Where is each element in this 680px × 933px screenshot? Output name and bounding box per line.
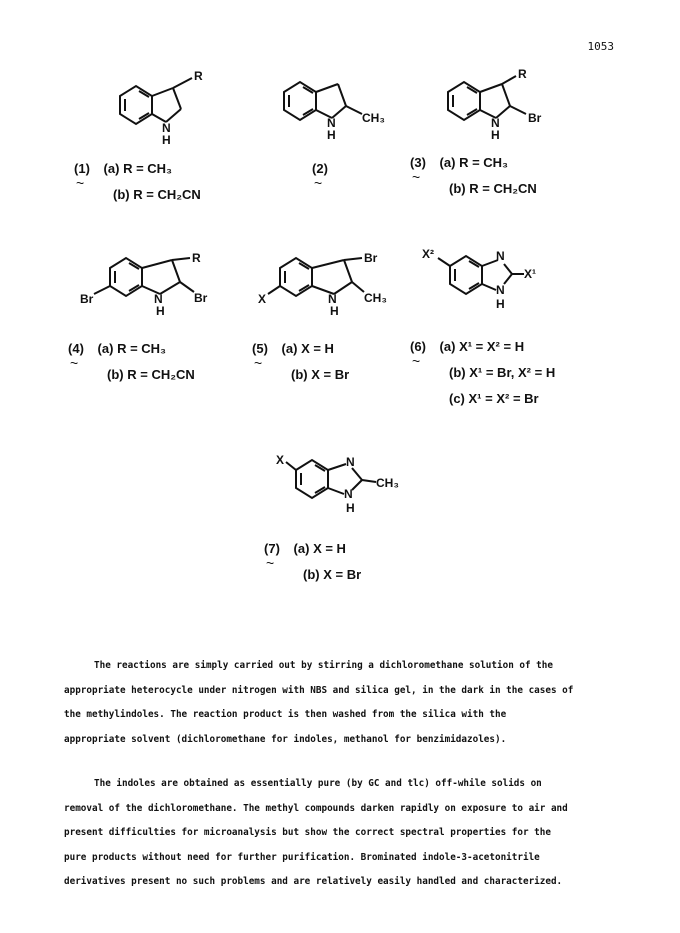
compound-number: (5) ~ bbox=[252, 341, 268, 371]
compound-5-labels bbox=[252, 336, 349, 388]
indole-diagram bbox=[80, 242, 220, 322]
compound-3-labels bbox=[410, 150, 537, 202]
variant-tag: (b) bbox=[113, 187, 130, 202]
variant-tag: (a) bbox=[281, 341, 298, 356]
text-line: The reactions are simply carried out by stirring a dichloromethane solution of the bbox=[94, 660, 553, 671]
structure-compound-6 bbox=[420, 236, 560, 321]
substituent-label: Br bbox=[364, 251, 378, 265]
text-line: present difficulties for microanalysis but show the correct spectral properties for the bbox=[64, 827, 551, 838]
variant-text: X¹ = X² = Br bbox=[468, 391, 539, 406]
compound-7-labels bbox=[264, 536, 361, 588]
structure-compound-1 bbox=[110, 66, 220, 151]
ring-n-label: N bbox=[154, 292, 163, 306]
variant-tag: (b) bbox=[303, 567, 320, 582]
structure-compound-3 bbox=[440, 66, 560, 151]
compound-number: (2) ~ bbox=[312, 161, 328, 191]
variant-text: R = CH₂CN bbox=[127, 367, 195, 382]
variant-text: X¹ = X² = H bbox=[459, 339, 525, 354]
substituent-label: CH₃ bbox=[364, 291, 387, 305]
variant-text: R = CH₂CN bbox=[469, 181, 537, 196]
benzimidazole-diagram bbox=[420, 236, 560, 316]
indole-diagram bbox=[258, 242, 398, 322]
substituent-label: R bbox=[194, 69, 203, 83]
substituent-label: X bbox=[258, 292, 267, 306]
substituent-label: R bbox=[518, 67, 527, 81]
ring-n-label: N bbox=[327, 116, 336, 130]
variant-text: R = CH₂CN bbox=[133, 187, 201, 202]
compound-number: (1) ~ bbox=[74, 161, 90, 191]
variant-text: X = H bbox=[301, 341, 334, 356]
text-line: appropriate heterocycle under nitrogen with NBS and silica gel, in the dark in the cases of bbox=[64, 684, 574, 696]
compound-4-labels bbox=[68, 336, 195, 388]
ring-h-label: H bbox=[327, 128, 336, 142]
structure-compound-4 bbox=[80, 242, 220, 327]
substituent-label: X¹ bbox=[524, 267, 536, 281]
substituent-label: X bbox=[276, 453, 285, 467]
text-line: derivatives present no such problems and are relatively easily handled and characterized. bbox=[64, 876, 563, 887]
substituent-label: Br bbox=[528, 111, 542, 125]
compound-2-labels bbox=[312, 156, 338, 191]
variant-text: X = Br bbox=[323, 567, 362, 582]
variant-tag: (b) bbox=[449, 181, 466, 196]
structure-compound-2 bbox=[276, 66, 406, 151]
indole-diagram bbox=[440, 66, 560, 146]
variant-tag: (b) bbox=[107, 367, 124, 382]
text-line: removal of the dichloromethane. The methyl compounds darken rapidly on exposure to air and bbox=[64, 802, 568, 814]
variant-tag: (a) bbox=[97, 341, 114, 356]
compound-number: (4) ~ bbox=[68, 341, 84, 371]
structure-compound-5 bbox=[258, 242, 398, 327]
ring-h-label: H bbox=[162, 133, 171, 147]
variant-text: X¹ = Br, X² = H bbox=[469, 365, 556, 380]
paragraph-reactions bbox=[64, 654, 624, 752]
ring-n-label: N bbox=[496, 249, 505, 263]
benzimidazole-diagram bbox=[270, 446, 420, 526]
compound-number: (7) ~ bbox=[264, 541, 280, 571]
text-line: the methylindoles. The reaction product is then washed from the silica with the bbox=[64, 709, 507, 720]
ring-n-label: N bbox=[496, 283, 505, 297]
text-line: appropriate solvent (dichloromethane for indoles, methanol for benzimidazoles). bbox=[64, 733, 507, 745]
text-line: The indoles are obtained as essentially pure (by GC and tlc) off-while solids on bbox=[94, 778, 542, 789]
variant-tag: (a) bbox=[439, 339, 456, 354]
variant-tag: (a) bbox=[103, 161, 120, 176]
ring-h-label: H bbox=[156, 304, 165, 318]
compound-number: (6) ~ bbox=[410, 339, 426, 369]
ring-n-label: N bbox=[346, 455, 355, 469]
indole-diagram bbox=[110, 66, 220, 146]
compound-6-labels bbox=[410, 334, 555, 412]
substituent-label: CH₃ bbox=[376, 476, 399, 490]
variant-tag: (c) bbox=[449, 391, 465, 406]
substituent-label: Br bbox=[194, 291, 208, 305]
variant-text: X = H bbox=[313, 541, 346, 556]
variant-tag: (b) bbox=[449, 365, 466, 380]
indole-diagram bbox=[276, 66, 406, 146]
ring-n-label: N bbox=[328, 292, 337, 306]
variant-text: R = CH₃ bbox=[459, 155, 509, 170]
substituent-label: R bbox=[192, 251, 201, 265]
variant-text: R = CH₃ bbox=[117, 341, 167, 356]
ring-h-label: H bbox=[491, 128, 500, 142]
ring-h-label: H bbox=[346, 501, 355, 515]
variant-text: R = CH₃ bbox=[123, 161, 173, 176]
text-line: pure products without need for further purification. Brominated indole-3-acetonitrile bbox=[64, 851, 540, 863]
structure-compound-7 bbox=[270, 446, 420, 531]
substituent-label: CH₃ bbox=[362, 111, 385, 125]
ring-h-label: H bbox=[496, 297, 505, 311]
paragraph-indoles bbox=[64, 772, 624, 895]
variant-tag: (b) bbox=[291, 367, 308, 382]
ring-h-label: H bbox=[330, 304, 339, 318]
variant-tag: (a) bbox=[293, 541, 310, 556]
variant-tag: (a) bbox=[439, 155, 456, 170]
substituent-label: X² bbox=[422, 247, 434, 261]
ring-n-label: N bbox=[491, 116, 500, 130]
substituent-label: Br bbox=[80, 292, 94, 306]
compound-1-labels bbox=[74, 156, 201, 208]
ring-n-label: N bbox=[344, 487, 353, 501]
variant-text: X = Br bbox=[311, 367, 350, 382]
page-number: 1053 bbox=[587, 40, 614, 53]
compound-number: (3) ~ bbox=[410, 155, 426, 185]
ring-n-label: N bbox=[162, 121, 171, 135]
